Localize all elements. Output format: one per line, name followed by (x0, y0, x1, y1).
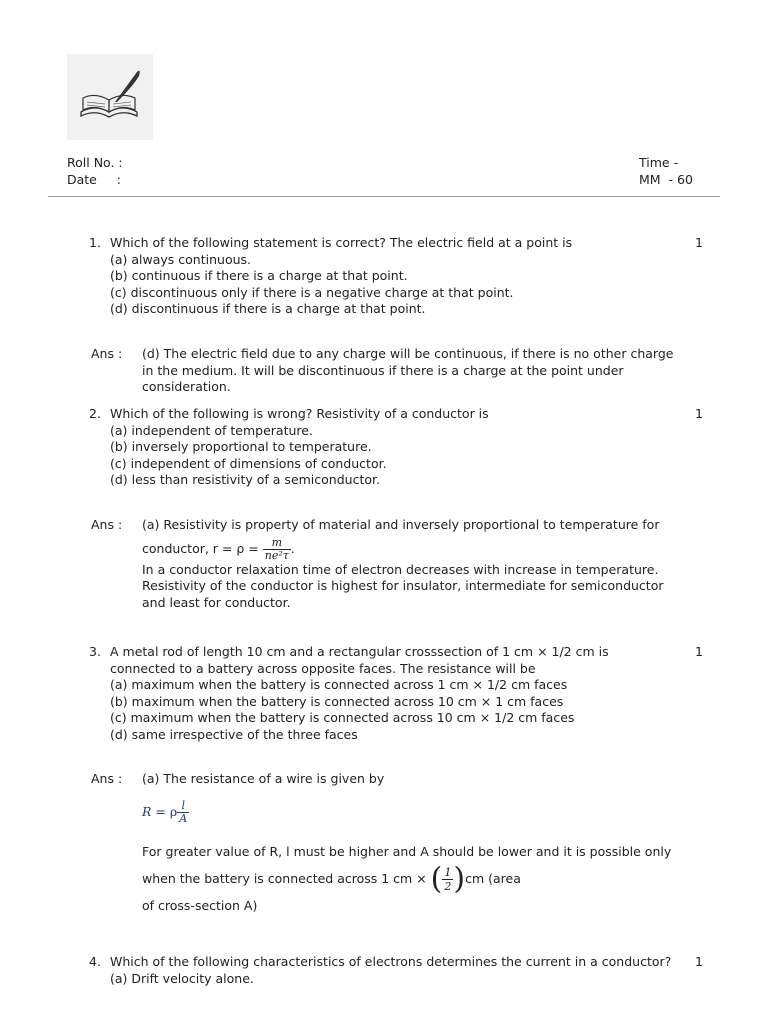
question-number: 4. (89, 954, 101, 969)
option-d: (d) less than resistivity of a semiconductor. (110, 472, 380, 487)
answer-label: Ans : (91, 346, 123, 361)
option-a: (a) independent of temperature. (110, 422, 313, 438)
question-number: 3. (89, 644, 101, 659)
resistivity-fraction (263, 537, 291, 562)
answer-line-3 (142, 862, 682, 896)
fraction-numerator: 1 (444, 866, 452, 879)
answer-line-1: (a) Resistivity is property of material and inversely proportional to temperature for (142, 517, 660, 532)
answer-label: Ans : (91, 517, 123, 532)
right-paren: ) (453, 861, 466, 897)
formula-equals: = (155, 803, 166, 819)
question-marks: 1 (695, 954, 703, 969)
roll-no-label: Roll No. : (67, 155, 123, 170)
length-area-fraction (177, 800, 189, 825)
option-b: (b) inversely proportional to temperature. (110, 439, 372, 454)
date-label: Date : (67, 172, 121, 187)
question-number: 2. (89, 406, 101, 421)
option-a: (a) maximum when the battery is connected across 1 cm × 1/2 cm faces (110, 677, 568, 692)
option-c: (c) maximum when the battery is connected across 10 cm × 1/2 cm faces (110, 710, 575, 725)
time-label: Time - (639, 155, 679, 170)
question-stem: A metal rod of length 10 cm and a rectangular crosssection of 1 cm × 1/2 cm is connected to a battery across opposite faces. The resistance will be (110, 644, 609, 676)
left-paren: ( (430, 861, 443, 897)
formula-suffix: . (290, 540, 295, 556)
logo-book-quill-icon (67, 54, 153, 140)
answer-line-1: (a) The resistance of a wire is given by (142, 771, 385, 786)
answer-line-4: Resistivity of the conductor is highest for insulator, intermediate for semiconductor and least for conductor. (142, 578, 664, 610)
fraction-denominator: ne²τ (264, 548, 289, 562)
option-d: (d) discontinuous if there is a charge at that point. (110, 301, 426, 316)
fraction-denominator: A (179, 811, 188, 825)
question-marks: 1 (695, 235, 703, 250)
answer-line-2: For greater value of R, l must be higher and A should be lower and it is possible only (142, 843, 672, 859)
formula-prefix: conductor, r = ρ = (142, 540, 259, 556)
line-3-suffix: cm (area (465, 871, 521, 886)
header-divider (48, 196, 720, 197)
half-fraction (442, 866, 453, 893)
answer-line-3: In a conductor relaxation time of electron decreases with increase in temperature. (142, 561, 659, 577)
formula-lhs: R (142, 803, 152, 819)
question-marks: 1 (695, 406, 703, 421)
option-b: (b) maximum when the battery is connected across 10 cm × 1 cm faces (110, 693, 564, 709)
question-stem: Which of the following characteristics of electrons determines the current in a conductor? (110, 954, 672, 969)
max-marks-label: MM - 60 (639, 172, 693, 187)
question-marks: 1 (695, 644, 703, 659)
fraction-numerator: m (263, 537, 291, 550)
question-stem: Which of the following statement is correct? The electric field at a point is (110, 235, 573, 250)
option-d: (d) same irrespective of the three faces (110, 726, 358, 742)
answer-line-4: of cross-section A) (142, 898, 258, 913)
answer-label: Ans : (91, 771, 123, 786)
question-stem: Which of the following is wrong? Resistivity of a conductor is (110, 406, 489, 421)
option-c: (c) discontinuous only if there is a negative charge at that point. (110, 284, 514, 300)
line-3-prefix: when the battery is connected across 1 cm × (142, 871, 427, 886)
exam-info (639, 154, 693, 188)
question-number: 1. (89, 235, 101, 250)
fraction-denominator: 2 (444, 880, 452, 893)
answer-text: (d) The electric field due to any charge will be continuous, if there is no other charge in the medium. It will be discontinuous if there is a charge at the point under consideration. (142, 346, 674, 394)
fraction-numerator: l (177, 800, 189, 813)
option-a: (a) always continuous. (110, 251, 252, 267)
student-info (67, 154, 123, 188)
resistance-formula (142, 800, 682, 836)
answer-formula-line (142, 537, 682, 562)
formula-rho: ρ (169, 803, 178, 819)
option-a: (a) Drift velocity alone. (110, 970, 254, 986)
option-c: (c) independent of dimensions of conductor. (110, 455, 387, 471)
option-b: (b) continuous if there is a charge at that point. (110, 268, 408, 283)
